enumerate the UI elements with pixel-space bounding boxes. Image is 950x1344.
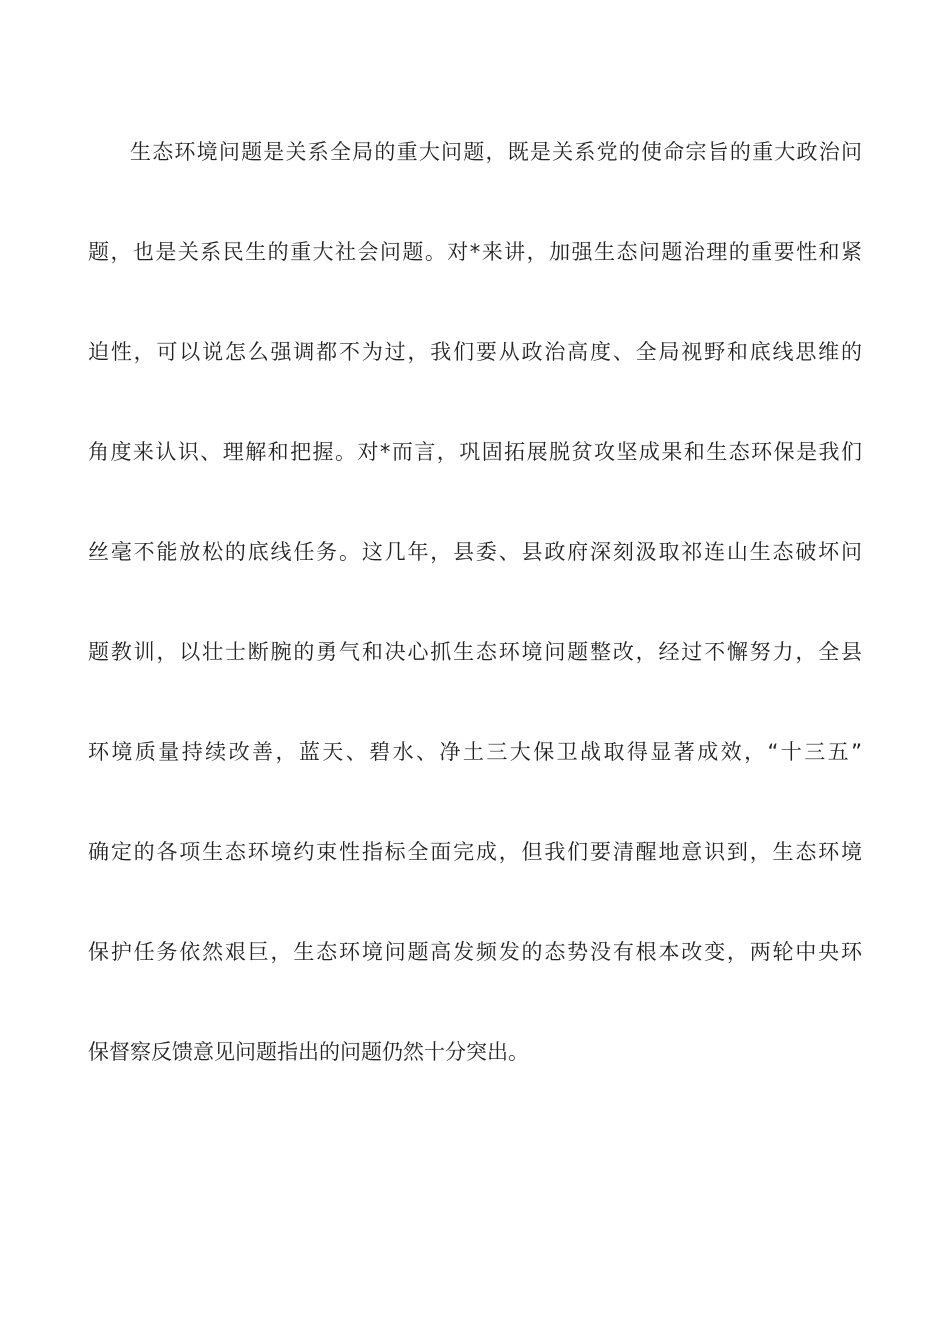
- paragraph-line-9: 保护任务依然艰巨，生态环境问题高发频发的态势没有根本改变，两轮中央环: [88, 940, 862, 964]
- paragraph-line-2: 题，也是关系民生的重大社会问题。对*来讲，加强生态问题治理的重要性和紧: [88, 240, 862, 264]
- paragraph-line-3: 迫性，可以说怎么强调都不为过，我们要从政治高度、全局视野和底线思维的: [88, 340, 862, 364]
- paragraph-line-4: 角度来认识、理解和把握。对*而言，巩固拓展脱贫攻坚成果和生态环保是我们: [88, 440, 862, 464]
- paragraph-line-5: 丝毫不能放松的底线任务。这几年，县委、县政府深刻汲取祁连山生态破坏问: [88, 540, 862, 564]
- paragraph-line-7: 环境质量持续改善，蓝天、碧水、净土三大保卫战取得显著成效，“十三五”: [88, 740, 862, 764]
- paragraph-line-8: 确定的各项生态环境约束性指标全面完成，但我们要清醒地意识到，生态环境: [88, 840, 862, 864]
- body-paragraph: [88, 128, 862, 1128]
- paragraph-line-1: 生态环境问题是关系全局的重大问题，既是关系党的使命宗旨的重大政治问: [130, 140, 862, 164]
- paragraph-line-6: 题教训，以壮士断腕的勇气和决心抓生态环境问题整改，经过不懈努力，全县: [88, 640, 862, 664]
- paragraph-line-10: 保督察反馈意见问题指出的问题仍然十分突出。: [88, 1040, 529, 1064]
